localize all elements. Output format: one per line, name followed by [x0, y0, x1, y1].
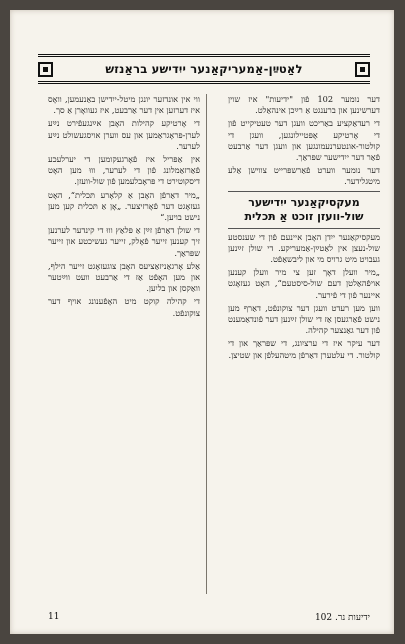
article-paragraph: „מיר דאַרפֿן האָבן אַ קלאָרע תּכלית“, האָט געזאָגט דער פֿאָרזיצער. „אָן אַ תּכלית קען מען נישט בויען.“ — [48, 189, 200, 223]
article-paragraph: ווי אין אונדזער יונגן מיטל-ייִדישן באַנעמען, וואָס איז דערזען אין דער אַרבעט, איז געוואָרן אַ סך. — [48, 94, 200, 116]
article-paragraph: דער עיקר איז די ערציִונג, די שפּראַך און די קולטור. די עלטערן דאַרפֿן מיטהעלפֿן און שטיצן. — [228, 338, 380, 360]
left-column — [48, 94, 200, 321]
document-page — [10, 10, 394, 634]
issue-label: ידיעות נר. 102 — [314, 613, 370, 623]
section-banner — [38, 54, 370, 84]
article-paragraph: „מיר וועלן דאָך זען צי מיר וועלן קענען אויפֿהאַלטן דעם שול-סיסטעם“, האָט געזאָגט איינער פֿון די פֿירער. — [228, 267, 380, 300]
banner-title: לאַטײַן-אַמעריקאַנער ייִדישע בראַנזש — [105, 62, 303, 76]
article-headline: מעקסיקאַנער ייִדישער שול-וועזן זוכט אַ תּכלית — [244, 195, 364, 223]
article-paragraph: די אָרטיקע קהילות האָבן אײַנגעפֿירט נײַע לערן-פּראָגראַמען און עס ווערן אויסגעשולט נײַע לערער. — [48, 118, 200, 151]
ornament-square-left — [38, 62, 53, 77]
page-number: 11 — [48, 612, 60, 622]
article-paragraph: די קהילה קוקט מיט האָפֿענונג אויף דער צוקונפֿט. — [48, 296, 200, 318]
intro-paragraph: דער נומער ווערט פֿאַרשפּרייט צווישן אַלע מיטגלידער. — [228, 165, 380, 187]
right-column — [228, 94, 380, 363]
article-paragraph: אַלע אָרגאַניזאַציעס האָבן צוגעזאָגט זייער הילף, און מען האָפֿט אַז די אַרבעט וועט ווײַטער וואַקסן און בליִען. — [48, 260, 200, 294]
divider — [228, 228, 380, 229]
intro-paragraph: דער נומער 102 פֿון "ידיעות" איז שוין דערשינען און ברענגט אַ רײַכן אינהאַלט. — [228, 94, 380, 116]
page-footer — [48, 612, 370, 623]
intro-paragraph: די רעדאַקציע באַריכט וועגן דער טעטיקייט פֿון די אָרטיקע אָפּטיילונגען, וועגן די קולטור-אונטערנעמונגען און וועגן דער אַרבעט פֿאַר דער ייִדישער שפּראַך. — [228, 118, 380, 163]
article-paragraph: אין אַפּריל איז פֿאָרגעקומען די יערלעכע פֿאַרזאַמלונג פֿון די לערער, וווּ מען האָט דיסקוטירט די פּראָבלעמען פֿון שול-וועזן. — [48, 154, 200, 187]
ornament-square-right — [355, 62, 370, 77]
column-rule — [206, 94, 207, 594]
article-paragraph: ווען מען רעדט וועגן דער צוקונפֿט, דאַרף מען נישט פֿאַרגעסן אַז די שולן זײַנען דער פֿונדאַמענט פֿון דער גאַנצער קהילה. — [228, 302, 380, 336]
divider — [228, 191, 380, 192]
article-paragraph: מעקסיקאַנער ייִדן האָבן איינעם פֿון די שענסטע שול-נעצן אין לאַטײַן-אַמעריקע. די שולן זײַנען געבויט מיט גרויס מי און ליבשאַפֿט. — [228, 231, 380, 265]
article-paragraph: די שולן דאַרפֿן זײַן אַ פּלאַץ וווּ די קינדער לערנען זיך קענען זייער פֿאָלק, זייער געשיכטע און זייער שפּראַך. — [48, 225, 200, 258]
